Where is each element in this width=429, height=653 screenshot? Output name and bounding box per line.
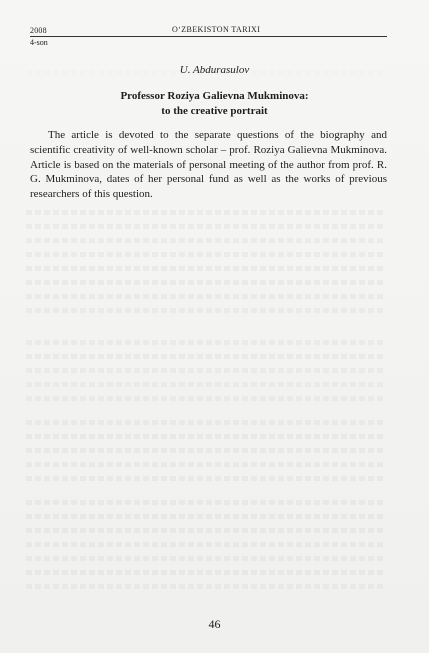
article-author: U. Abdurasulov [179,64,250,76]
bleed-through-line [26,340,386,345]
article-title [0,89,429,119]
bleed-through-line [26,542,386,547]
bleed-through-line [26,514,386,519]
bleed-through-line [26,448,386,453]
article-title-line2: to the creative portrait [161,105,268,117]
header-rule [30,36,387,37]
bleed-through-line [26,462,386,467]
bleed-through-line [26,382,386,387]
bleed-through-line [26,396,386,401]
bleed-through-line [26,354,386,359]
article-abstract: The article is devoted to the separate questions of the biography and scientific creativity of well-known scholar – prof. Roziya Galievna Mukminova. Article is based on the materials of personal meeting of the author from prof. R. G. Mukminova, dates of her personal fund as well as the works of previous researchers of this question. [30,129,387,201]
header-issue: 4-son [30,38,48,47]
bleed-through-line [26,570,386,575]
bleed-through-line [26,434,386,439]
bleed-through-line [26,266,386,271]
header-year: 2008 [30,26,47,35]
bleed-through-line [26,368,386,373]
bleed-through-line [26,280,386,285]
article-title-line1: Professor Roziya Galievna Mukminova: [120,90,309,102]
page-number: 46 [208,617,221,631]
bleed-through-line [26,500,386,505]
bleed-through-line [26,528,386,533]
bleed-through-line [26,294,386,299]
header-journal-title: O‘ZBEKISTON TARIXI [172,25,261,34]
bleed-through-line [26,584,386,589]
bleed-through-line [26,210,386,215]
bleed-through-line [26,308,386,313]
bleed-through-line [26,252,386,257]
bleed-through-line [26,238,386,243]
bleed-through-line [26,476,386,481]
bleed-through-line [26,420,386,425]
bleed-through-line [26,556,386,561]
bleed-through-line [26,224,386,229]
